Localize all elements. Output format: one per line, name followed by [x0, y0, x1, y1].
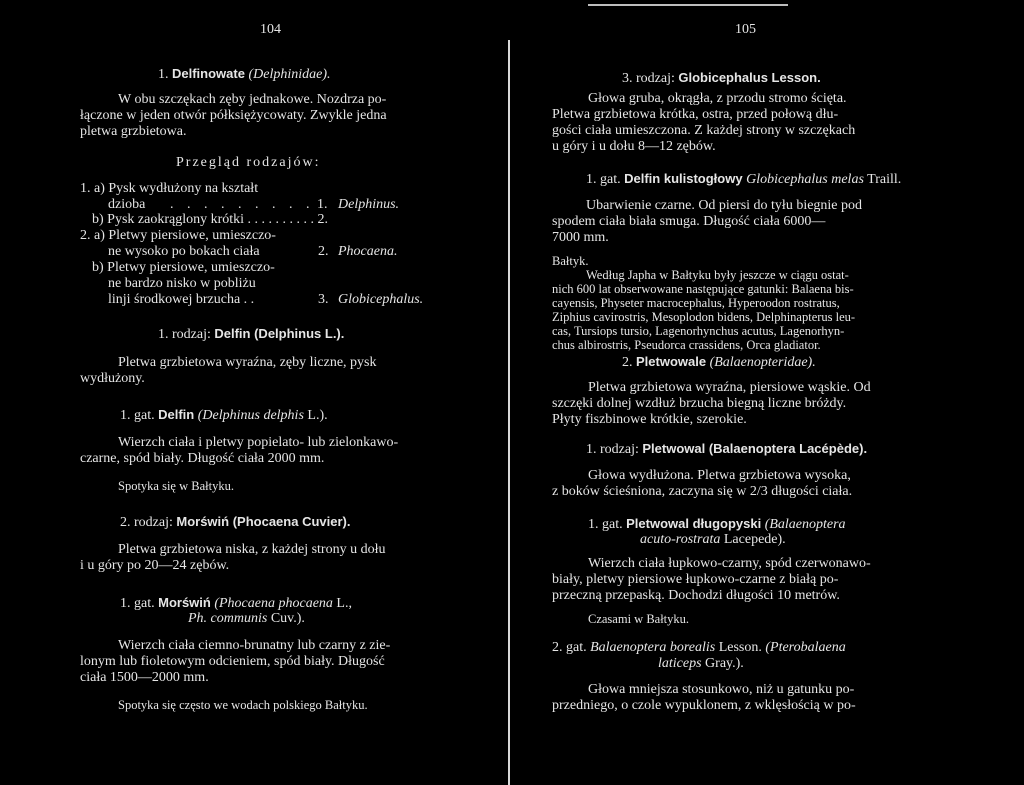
genus-desc-line: z boków ścieśniona, zaczyna się w 2/3 długości ciała.	[552, 484, 853, 499]
species-note: Spotyka się w Bałtyku.	[118, 479, 234, 493]
key-line: b) Pletwy piersiowe, umieszczo-	[92, 260, 275, 275]
species-desc-line: Wierzch ciała łupkowo-czarny, spód czerwonawo-	[588, 556, 871, 571]
page-number: 104	[260, 22, 281, 37]
key-ref-genus: Globicephalus.	[338, 292, 424, 307]
key-line: b) Pysk zaokrąglony krótki . . . . . . . . . . 2.	[92, 212, 329, 227]
family-desc-line: szczęki dolnej wzdłuż brzucha biegną liczne bróżdy.	[552, 396, 847, 411]
note-line: cayensis, Physeter macrocephalus, Hyperoodon rostratus,	[552, 296, 840, 310]
species-desc-line: Ubarwienie czarne. Od piersi do tyłu biegnie pod	[586, 198, 863, 213]
note-line: Według Japha w Bałtyku były jeszcze w ciągu ostat-	[586, 268, 849, 282]
species-heading: 1. gat. Morświń (Phocaena phocaena L.,	[120, 595, 352, 611]
species-note: Czasami w Bałtyku.	[588, 612, 690, 626]
species-heading-cont: laticeps Gray.).	[658, 656, 744, 671]
species-desc-line: Wierzch ciała i pletwy popielato- lub zielonkawo-	[118, 435, 399, 450]
species-desc-line: Głowa mniejsza stosunkowo, niż u gatunku po-	[588, 682, 855, 697]
genus-desc-line: gości ciała umieszczona. Z każdej strony w szczękach	[552, 123, 856, 138]
page-number: 105	[735, 22, 756, 37]
key-line: 1. a) Pysk wydłużony na kształt	[80, 181, 259, 196]
species-heading: 2. gat. Balaenoptera borealis Lesson. (Pterobalaena	[552, 640, 846, 655]
genus-heading: 1. rodzaj: Pletwowal (Balaenoptera Lacépède).	[586, 441, 868, 457]
species-heading: 1. gat. Pletwowal długopyski (Balaenoptera	[588, 516, 846, 532]
key-line: 2. a) Pletwy piersiowe, umieszczo-	[80, 228, 276, 243]
species-desc-line: ciała 1500—2000 mm.	[80, 670, 209, 685]
genus-desc-line: i u góry po 20—24 zębów.	[80, 558, 230, 573]
family-desc-line-3: pletwa grzbietowa.	[80, 124, 187, 139]
key-ref-number: 1.	[317, 197, 328, 212]
note-line: nich 600 lat obserwowane następujące gatunki: Balaena bis-	[552, 282, 854, 296]
note-line: cas, Tursiops tursio, Lagenorhynchus acutus, Lagenorhyn-	[552, 324, 845, 338]
key-line: dzioba	[108, 197, 146, 212]
key-line: linji środkowej brzucha . .	[108, 292, 255, 307]
species-desc-line: przedniego, o czole wypuklonem, z wklęsłością w po-	[552, 698, 856, 713]
genus-desc-line: Pletwa grzbietowa krótka, ostra, przed połową dłu-	[552, 107, 839, 122]
note-line: chus albirostris, Pseudorca crassidens, Orca gladiator.	[552, 338, 821, 352]
left-page	[0, 0, 510, 785]
species-desc-line: Wierzch ciała ciemno-brunatny lub czarny z zie-	[118, 638, 391, 653]
family-heading: 1. Delfinowate (Delphinidae).	[158, 66, 331, 82]
genus-desc-line: Pletwa grzbietowa niska, z każdej strony u dołu	[118, 542, 386, 557]
family-desc-line: Płyty fiszbinowe krótkie, szerokie.	[552, 412, 747, 427]
family-desc-line: Pletwa grzbietowa wyraźna, piersiowe wąskie. Od	[588, 380, 871, 395]
right-page	[512, 0, 1024, 785]
species-heading-cont: Ph. communis Cuv.).	[188, 611, 305, 626]
genus-desc-line: wydłużony.	[80, 371, 145, 386]
genus-desc-line: Głowa wydłużona. Pletwa grzbietowa wysoka,	[588, 468, 851, 483]
key-ref-genus: Phocaena.	[338, 244, 398, 259]
species-desc-line: czarne, spód biały. Długość ciała 2000 mm.	[80, 451, 325, 466]
family-heading: 2. Pletwowale (Balaenopteridae).	[622, 354, 816, 370]
genus-heading: 2. rodzaj: Morświń (Phocaena Cuvier).	[120, 514, 351, 530]
key-ref-genus: Delphinus.	[338, 197, 400, 212]
species-desc-line: lonym lub fioletowym odcieniem, spód biały. Długość	[80, 654, 385, 669]
species-note: Spotyka się często we wodach polskiego Bałtyku.	[118, 698, 368, 712]
species-heading: 1. gat. Delfin (Delphinus delphis L.).	[120, 407, 328, 423]
genus-desc-line: Pletwa grzbietowa wyraźna, zęby liczne, pysk	[118, 355, 377, 370]
species-desc-line: spodem ciała biała smuga. Długość ciała 6000—	[552, 214, 826, 229]
genus-desc-line: u góry i u dołu 8—12 zębów.	[552, 139, 716, 154]
key-ref-number: 2.	[318, 244, 329, 259]
key-ref-number: 3.	[318, 292, 329, 307]
key-dots: . . . . . . . . .	[170, 197, 315, 212]
family-desc-line-2: łączone w jeden otwór półksiężycowaty. Zwykle jedna	[80, 108, 387, 123]
key-line: ne wysoko po bokach ciała	[108, 244, 260, 259]
species-heading-cont: acuto-rostrata Lacepede).	[640, 532, 786, 547]
species-desc-line: biały, pletwy piersiowe łupkowo-czarne z białą po-	[552, 572, 839, 587]
genus-heading: 1. rodzaj: Delfin (Delphinus L.).	[158, 326, 345, 342]
overview-title: Przegląd rodzajów:	[176, 155, 321, 170]
note-line: Ziphius cavirostris, Mesoplodon bidens, Delphinapterus leu-	[552, 310, 856, 324]
family-desc-line-1: W obu szczękach zęby jednakowe. Nozdrza po-	[118, 92, 387, 107]
note-line: Bałtyk.	[552, 254, 589, 268]
species-desc-line: przeczną przepaską. Dochodzi długości 10 metrów.	[552, 588, 840, 603]
genus-desc-line: Głowa gruba, okrągła, z przodu stromo ścięta.	[588, 91, 847, 106]
species-desc-line: 7000 mm.	[552, 230, 609, 245]
key-line: ne bardzo nisko w pobliżu	[108, 276, 256, 291]
species-heading: 1. gat. Delfin kulistogłowy Globicephalus melas Traill.	[586, 171, 902, 187]
genus-heading: 3. rodzaj: Globicephalus Lesson.	[622, 70, 821, 86]
